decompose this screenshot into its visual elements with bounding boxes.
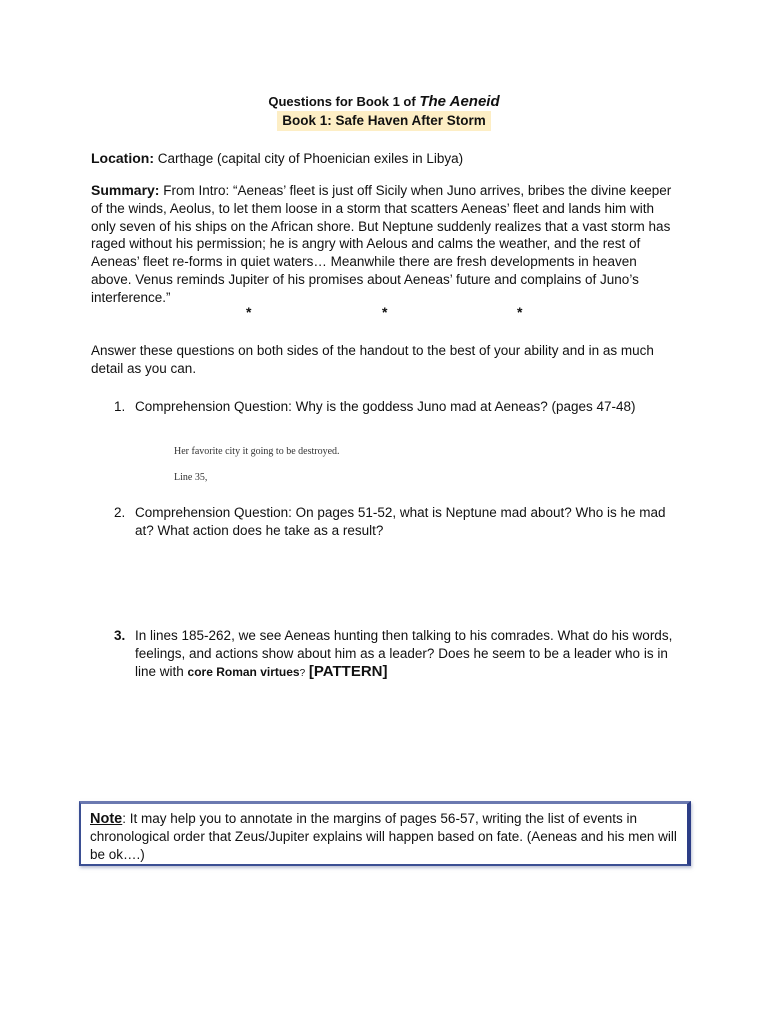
- question-number: 1.: [114, 399, 126, 414]
- location-paragraph: [91, 150, 681, 166]
- handwritten-answer-line: Her favorite city it going to be destroyed.: [174, 446, 340, 457]
- note-label: Note: [90, 811, 123, 827]
- question-3: [114, 627, 674, 683]
- question-2: [114, 504, 674, 540]
- question-number: 2.: [114, 505, 126, 520]
- question-text: Comprehension Question: On pages 51-52, what is Neptune mad about? Who is he mad at? What action does he take as a result?: [135, 505, 666, 538]
- question-1: [114, 398, 674, 416]
- title-work: The Aeneid: [419, 93, 500, 110]
- summary-label: Summary:: [91, 182, 160, 198]
- question-mark: ?: [299, 668, 306, 679]
- summary-text: From Intro: “Aeneas’ fleet is just off Sicily when Juno arrives, bribes the divine keeper of the winds, Aeolus, to let them loose in a storm that scatters Aeneas’ fleet and lands him with only seven of his ships on the African shore. But Neptune suddenly realizes that a vast storm has raged without his permission; he is angry with Aelous and calms the weather, and the rest of Aeneas’ fleet re-forms in quiet waters… Meanwhile there are fresh developments in heaven above. Venus reminds Jupiter of his promises about Aeneas’ future and complains of Juno’s interference.”: [91, 183, 672, 305]
- location-label: Location:: [91, 150, 154, 166]
- page-title: [0, 93, 768, 110]
- page-subtitle: Book 1: Safe Haven After Storm: [277, 111, 491, 131]
- separator-asterisk: *: [246, 304, 252, 320]
- summary-paragraph: [91, 182, 681, 307]
- separator-asterisk: *: [517, 304, 523, 320]
- handwritten-answer-line: Line 35,: [174, 472, 208, 483]
- instructions-paragraph: Answer these questions on both sides of the handout to the best of your ability and in as much detail as you can.: [91, 343, 654, 376]
- question-text: Comprehension Question: Why is the goddess Juno mad at Aeneas? (pages 47-48): [135, 399, 636, 414]
- question-number: 3.: [114, 628, 126, 643]
- core-virtues-emphasis: core Roman virtues: [187, 665, 300, 679]
- location-text: Carthage (capital city of Phoenician exiles in Libya): [157, 151, 464, 166]
- note-text: : It may help you to annotate in the margins of pages 56-57, writing the list of events in chronological order that Zeus/Jupiter explains will happen based on fate. (Aeneas and his men will be ok….): [90, 811, 677, 862]
- note-box: [79, 801, 691, 866]
- title-prefix: Questions for Book 1 of: [268, 94, 416, 109]
- pattern-tag: [PATTERN]: [308, 663, 388, 680]
- separator-asterisk: *: [382, 304, 388, 320]
- question-text: In lines 185-262, we see Aeneas hunting then talking to his comrades. What do his words, feelings, and actions show about him as a leader? Does he seem to be a leader who is in line with: [135, 628, 673, 679]
